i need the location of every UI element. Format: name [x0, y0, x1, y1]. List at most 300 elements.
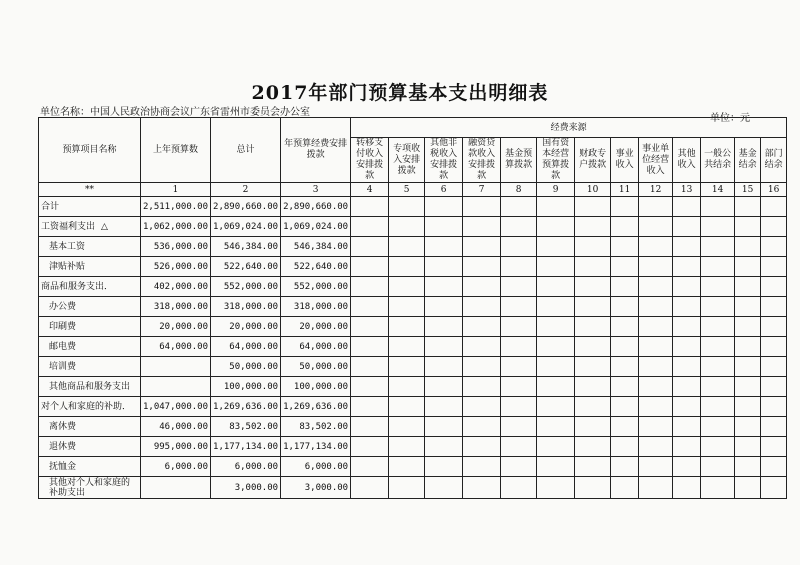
empty-source-cell	[537, 397, 575, 417]
table-body	[39, 197, 787, 499]
empty-source-cell	[389, 317, 425, 337]
row-total-value: 1,269,636.00	[211, 397, 281, 417]
row-total-value: 20,000.00	[211, 317, 281, 337]
row-total-value: 6,000.00	[211, 457, 281, 477]
empty-source-cell	[463, 337, 501, 357]
row-arr-value: 20,000.00	[281, 317, 351, 337]
empty-source-cell	[389, 277, 425, 297]
row-arr-value: 83,502.00	[281, 417, 351, 437]
empty-source-cell	[735, 337, 761, 357]
empty-source-cell	[761, 237, 787, 257]
row-name: 培训费	[49, 361, 77, 372]
empty-source-cell	[673, 397, 701, 417]
empty-source-cell	[673, 457, 701, 477]
empty-source-cell	[501, 257, 537, 277]
empty-source-cell	[611, 397, 639, 417]
row-name: 津贴补贴	[49, 261, 86, 272]
row-last-value: 46,000.00	[141, 417, 211, 437]
empty-source-cell	[537, 297, 575, 317]
row-arr-value: 522,640.00	[281, 257, 351, 277]
header-source-7: 财政专户拨款	[575, 138, 611, 183]
empty-source-cell	[701, 477, 735, 499]
row-total-value: 522,640.00	[211, 257, 281, 277]
empty-source-cell	[673, 337, 701, 357]
row-arr-value: 1,177,134.00	[281, 437, 351, 457]
empty-source-cell	[537, 277, 575, 297]
empty-source-cell	[425, 397, 463, 417]
index-cell: 15	[735, 183, 761, 197]
empty-source-cell	[611, 237, 639, 257]
empty-source-cell	[611, 217, 639, 237]
table-row	[39, 277, 787, 297]
table-row	[39, 337, 787, 357]
header-source-12: 基金结余	[735, 138, 761, 183]
row-name-cell	[39, 377, 141, 397]
empty-source-cell	[463, 377, 501, 397]
index-cell: 8	[501, 183, 537, 197]
empty-source-cell	[425, 437, 463, 457]
empty-source-cell	[351, 297, 389, 317]
empty-source-cell	[463, 477, 501, 499]
empty-source-cell	[673, 217, 701, 237]
empty-source-cell	[425, 477, 463, 499]
empty-source-cell	[463, 457, 501, 477]
index-cell: **	[39, 183, 141, 197]
header-source-3: 其他非税收入安排拨款	[425, 138, 463, 183]
empty-source-cell	[761, 277, 787, 297]
empty-source-cell	[537, 457, 575, 477]
empty-source-cell	[463, 297, 501, 317]
empty-source-cell	[701, 437, 735, 457]
empty-source-cell	[761, 377, 787, 397]
empty-source-cell	[761, 437, 787, 457]
header-item-name: 预算项目名称	[39, 118, 141, 183]
empty-source-cell	[537, 317, 575, 337]
empty-source-cell	[389, 197, 425, 217]
row-last-value: 2,511,000.00	[141, 197, 211, 217]
empty-source-cell	[575, 337, 611, 357]
empty-source-cell	[761, 217, 787, 237]
empty-source-cell	[673, 297, 701, 317]
row-name: 基本工资	[49, 241, 86, 252]
table-row	[39, 437, 787, 457]
row-name: 离休费	[49, 421, 77, 432]
empty-source-cell	[673, 357, 701, 377]
table-row	[39, 197, 787, 217]
empty-source-cell	[611, 437, 639, 457]
empty-source-cell	[463, 197, 501, 217]
empty-source-cell	[537, 257, 575, 277]
empty-source-cell	[351, 237, 389, 257]
empty-source-cell	[389, 457, 425, 477]
empty-source-cell	[575, 397, 611, 417]
empty-source-cell	[389, 297, 425, 317]
document-title: 2017年部门预算基本支出明细表	[251, 82, 549, 104]
empty-source-cell	[389, 477, 425, 499]
row-name: 合计	[41, 201, 60, 212]
empty-source-cell	[735, 277, 761, 297]
index-cell: 16	[761, 183, 787, 197]
empty-source-cell	[673, 477, 701, 499]
empty-source-cell	[761, 297, 787, 317]
empty-source-cell	[351, 277, 389, 297]
empty-source-cell	[735, 257, 761, 277]
empty-source-cell	[761, 397, 787, 417]
index-cell: 2	[211, 183, 281, 197]
header-source-5: 基金预算拨款	[501, 138, 537, 183]
empty-source-cell	[575, 297, 611, 317]
row-last-value: 1,047,000.00	[141, 397, 211, 417]
empty-source-cell	[761, 317, 787, 337]
empty-source-cell	[351, 477, 389, 499]
empty-source-cell	[501, 457, 537, 477]
empty-source-cell	[761, 457, 787, 477]
row-last-value: 536,000.00	[141, 237, 211, 257]
row-name-cell	[39, 337, 141, 357]
empty-source-cell	[673, 237, 701, 257]
row-arr-value: 552,000.00	[281, 277, 351, 297]
row-total-value: 2,890,660.00	[211, 197, 281, 217]
empty-source-cell	[761, 477, 787, 499]
row-last-value	[141, 357, 211, 377]
empty-source-cell	[501, 337, 537, 357]
empty-source-cell	[575, 457, 611, 477]
empty-source-cell	[463, 397, 501, 417]
index-cell: 9	[537, 183, 575, 197]
empty-source-cell	[735, 457, 761, 477]
empty-source-cell	[425, 457, 463, 477]
empty-source-cell	[463, 357, 501, 377]
row-name: 邮电费	[49, 341, 77, 352]
row-name: 抚恤金	[49, 461, 77, 472]
empty-source-cell	[735, 377, 761, 397]
empty-source-cell	[389, 217, 425, 237]
row-last-value: 20,000.00	[141, 317, 211, 337]
empty-source-cell	[701, 197, 735, 217]
empty-source-cell	[639, 337, 673, 357]
empty-source-cell	[575, 217, 611, 237]
empty-source-cell	[701, 277, 735, 297]
row-last-value: 526,000.00	[141, 257, 211, 277]
empty-source-cell	[425, 257, 463, 277]
empty-source-cell	[389, 237, 425, 257]
table-row	[39, 397, 787, 417]
empty-source-cell	[701, 257, 735, 277]
row-name-cell	[39, 457, 141, 477]
empty-source-cell	[463, 237, 501, 257]
header-arranged: 年预算经费安排拨款	[281, 118, 351, 183]
row-last-value	[141, 477, 211, 499]
empty-source-cell	[575, 377, 611, 397]
header-last-year: 上年预算数	[141, 118, 211, 183]
row-name: 对个人和家庭的补助．	[41, 401, 132, 412]
empty-source-cell	[673, 317, 701, 337]
empty-source-cell	[575, 437, 611, 457]
index-cell: 10	[575, 183, 611, 197]
empty-source-cell	[673, 417, 701, 437]
header-source-10: 其他收入	[673, 138, 701, 183]
empty-source-cell	[463, 317, 501, 337]
empty-source-cell	[611, 337, 639, 357]
empty-source-cell	[351, 257, 389, 277]
empty-source-cell	[611, 357, 639, 377]
empty-source-cell	[639, 297, 673, 317]
row-name: 商品和服务支出．	[41, 281, 114, 292]
empty-source-cell	[501, 377, 537, 397]
empty-source-cell	[701, 317, 735, 337]
empty-source-cell	[351, 217, 389, 237]
empty-source-cell	[611, 277, 639, 297]
row-name-cell	[39, 197, 141, 217]
index-cell: 7	[463, 183, 501, 197]
empty-source-cell	[425, 197, 463, 217]
empty-source-cell	[673, 277, 701, 297]
index-cell: 4	[351, 183, 389, 197]
index-cell: 11	[611, 183, 639, 197]
empty-source-cell	[611, 477, 639, 499]
index-cell: 13	[673, 183, 701, 197]
empty-source-cell	[639, 237, 673, 257]
row-name-cell	[39, 297, 141, 317]
row-arr-value: 2,890,660.00	[281, 197, 351, 217]
empty-source-cell	[351, 317, 389, 337]
row-arr-value: 50,000.00	[281, 357, 351, 377]
currency-unit: 单位：元	[710, 113, 750, 124]
row-name-cell	[39, 357, 141, 377]
empty-source-cell	[463, 437, 501, 457]
empty-source-cell	[611, 457, 639, 477]
empty-source-cell	[735, 317, 761, 337]
empty-source-cell	[501, 417, 537, 437]
table-row	[39, 377, 787, 397]
row-name-cell	[39, 317, 141, 337]
empty-source-cell	[611, 317, 639, 337]
row-total-value: 50,000.00	[211, 357, 281, 377]
empty-source-cell	[463, 277, 501, 297]
empty-source-cell	[639, 257, 673, 277]
row-name: 其他对个人和家庭的补助支出	[49, 477, 131, 498]
table-row	[39, 317, 787, 337]
row-arr-value: 6,000.00	[281, 457, 351, 477]
empty-source-cell	[501, 477, 537, 499]
empty-source-cell	[537, 377, 575, 397]
empty-source-cell	[501, 277, 537, 297]
empty-source-cell	[611, 417, 639, 437]
index-cell: 5	[389, 183, 425, 197]
empty-source-cell	[537, 237, 575, 257]
row-last-value: 318,000.00	[141, 297, 211, 317]
row-name: 其他商品和服务支出	[49, 381, 131, 392]
row-name: 退休费	[49, 441, 77, 452]
index-row	[39, 183, 787, 197]
row-total-value: 1,177,134.00	[211, 437, 281, 457]
empty-source-cell	[701, 337, 735, 357]
empty-source-cell	[611, 297, 639, 317]
header-source-2: 专项收入安排拨款	[389, 138, 425, 183]
row-total-value: 83,502.00	[211, 417, 281, 437]
empty-source-cell	[351, 457, 389, 477]
empty-source-cell	[351, 397, 389, 417]
empty-source-cell	[761, 257, 787, 277]
index-cell: 1	[141, 183, 211, 197]
empty-source-cell	[673, 257, 701, 277]
empty-source-cell	[611, 197, 639, 217]
empty-source-cell	[425, 237, 463, 257]
row-total-value: 318,000.00	[211, 297, 281, 317]
empty-source-cell	[639, 417, 673, 437]
empty-source-cell	[673, 197, 701, 217]
budget-table	[38, 117, 787, 499]
row-last-value: 6,000.00	[141, 457, 211, 477]
empty-source-cell	[639, 457, 673, 477]
row-arr-value: 100,000.00	[281, 377, 351, 397]
row-last-value: 995,000.00	[141, 437, 211, 457]
header-funding-source: 经费来源	[351, 118, 787, 138]
empty-source-cell	[501, 357, 537, 377]
empty-source-cell	[389, 417, 425, 437]
empty-source-cell	[761, 417, 787, 437]
row-name: 印刷费	[49, 321, 77, 332]
table-row	[39, 477, 787, 499]
empty-source-cell	[639, 197, 673, 217]
empty-source-cell	[735, 437, 761, 457]
row-arr-value: 318,000.00	[281, 297, 351, 317]
empty-source-cell	[575, 257, 611, 277]
empty-source-cell	[501, 217, 537, 237]
empty-source-cell	[575, 277, 611, 297]
row-name-cell	[39, 257, 141, 277]
empty-source-cell	[501, 397, 537, 417]
empty-source-cell	[673, 437, 701, 457]
empty-source-cell	[575, 237, 611, 257]
row-name-cell	[39, 477, 141, 499]
empty-source-cell	[639, 437, 673, 457]
header-total: 总计	[211, 118, 281, 183]
empty-source-cell	[735, 477, 761, 499]
empty-source-cell	[639, 477, 673, 499]
empty-source-cell	[389, 397, 425, 417]
empty-source-cell	[389, 257, 425, 277]
empty-source-cell	[537, 357, 575, 377]
empty-source-cell	[537, 197, 575, 217]
empty-source-cell	[701, 357, 735, 377]
empty-source-cell	[735, 417, 761, 437]
row-name-cell	[39, 217, 141, 237]
empty-source-cell	[575, 317, 611, 337]
row-total-value: 100,000.00	[211, 377, 281, 397]
empty-source-cell	[425, 417, 463, 437]
empty-source-cell	[575, 477, 611, 499]
row-arr-value: 1,269,636.00	[281, 397, 351, 417]
empty-source-cell	[701, 237, 735, 257]
header-source-6: 国有资本经营预算拨款	[537, 138, 575, 183]
empty-source-cell	[501, 437, 537, 457]
empty-source-cell	[463, 257, 501, 277]
triangle-mark: △	[101, 221, 108, 232]
empty-source-cell	[639, 357, 673, 377]
empty-source-cell	[389, 377, 425, 397]
empty-source-cell	[537, 337, 575, 357]
row-arr-value: 3,000.00	[281, 477, 351, 499]
row-name-cell	[39, 277, 141, 297]
empty-source-cell	[351, 377, 389, 397]
empty-source-cell	[611, 377, 639, 397]
row-total-value: 3,000.00	[211, 477, 281, 499]
empty-source-cell	[501, 197, 537, 217]
header-row-1	[39, 118, 787, 138]
row-name-cell	[39, 237, 141, 257]
empty-source-cell	[389, 437, 425, 457]
empty-source-cell	[537, 217, 575, 237]
header-source-8: 事业收入	[611, 138, 639, 183]
header-source-1: 转移支付收入安排拨款	[351, 138, 389, 183]
row-name-cell	[39, 437, 141, 457]
header-source-13: 部门结余	[761, 138, 787, 183]
empty-source-cell	[735, 357, 761, 377]
row-total-value: 64,000.00	[211, 337, 281, 357]
table-row	[39, 417, 787, 437]
empty-source-cell	[425, 297, 463, 317]
empty-source-cell	[639, 277, 673, 297]
empty-source-cell	[701, 377, 735, 397]
row-arr-value: 64,000.00	[281, 337, 351, 357]
empty-source-cell	[463, 417, 501, 437]
empty-source-cell	[639, 397, 673, 417]
empty-source-cell	[351, 417, 389, 437]
empty-source-cell	[701, 217, 735, 237]
empty-source-cell	[425, 357, 463, 377]
table-row	[39, 237, 787, 257]
empty-source-cell	[639, 217, 673, 237]
empty-source-cell	[425, 277, 463, 297]
index-cell: 6	[425, 183, 463, 197]
row-arr-value: 1,069,024.00	[281, 217, 351, 237]
row-total-value: 552,000.00	[211, 277, 281, 297]
empty-source-cell	[537, 417, 575, 437]
empty-source-cell	[501, 297, 537, 317]
table-row	[39, 257, 787, 277]
row-name: 办公费	[49, 301, 77, 312]
row-arr-value: 546,384.00	[281, 237, 351, 257]
empty-source-cell	[575, 357, 611, 377]
row-name: 工资福利支出	[41, 221, 96, 232]
row-last-value: 64,000.00	[141, 337, 211, 357]
empty-source-cell	[735, 297, 761, 317]
empty-source-cell	[639, 317, 673, 337]
empty-source-cell	[673, 377, 701, 397]
row-name-cell	[39, 417, 141, 437]
row-last-value: 402,000.00	[141, 277, 211, 297]
row-total-value: 1,069,024.00	[211, 217, 281, 237]
table-row	[39, 217, 787, 237]
empty-source-cell	[425, 337, 463, 357]
table-row	[39, 297, 787, 317]
empty-source-cell	[575, 197, 611, 217]
empty-source-cell	[761, 357, 787, 377]
unit-name: 单位名称：中国人民政治协商会议广东省雷州市委员会办公室	[40, 107, 310, 118]
empty-source-cell	[351, 197, 389, 217]
empty-source-cell	[425, 217, 463, 237]
empty-source-cell	[735, 237, 761, 257]
empty-source-cell	[351, 337, 389, 357]
index-cell: 3	[281, 183, 351, 197]
empty-source-cell	[701, 297, 735, 317]
empty-source-cell	[463, 217, 501, 237]
table-row	[39, 457, 787, 477]
empty-source-cell	[351, 437, 389, 457]
empty-source-cell	[701, 417, 735, 437]
empty-source-cell	[735, 397, 761, 417]
